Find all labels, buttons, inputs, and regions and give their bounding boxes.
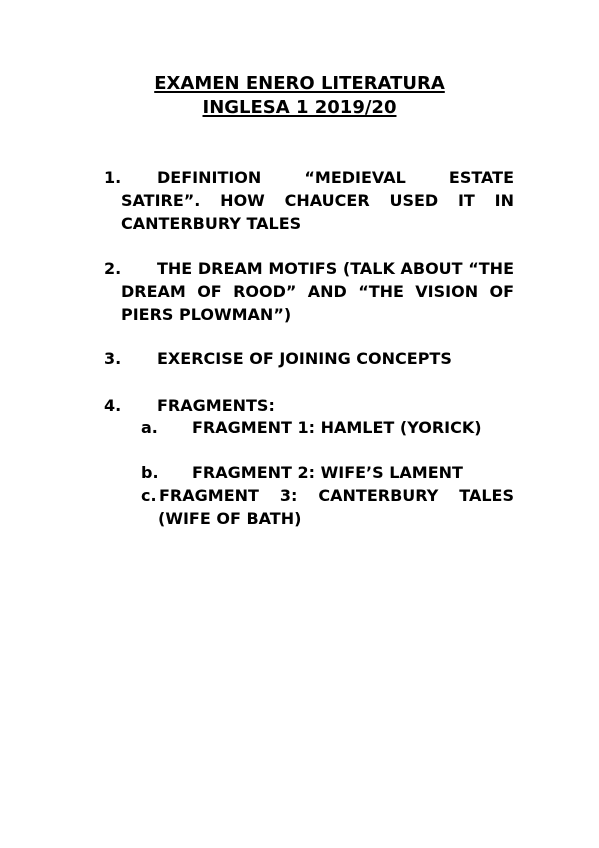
question-text: DEFINITION “MEDIEVAL ESTATE SATIRE”. HOW CHAUCER USED IT IN CANTERBURY TALES — [121, 168, 514, 233]
question-number: 1. — [104, 168, 122, 187]
fragment-text: FRAGMENT 1: HAMLET (YORICK) — [192, 418, 482, 437]
fragment-letter: b. — [141, 463, 159, 482]
question-number: 2. — [104, 259, 122, 278]
fragment-letter: a. — [141, 418, 158, 437]
question-text: THE DREAM MOTIFS (TALK ABOUT “THE DREAM OF ROOD” AND “THE VISION OF PIERS PLOWMAN”) — [121, 259, 514, 324]
question-number: 4. — [104, 396, 122, 415]
fragment-letter: c. — [141, 486, 157, 505]
question-item-1 — [104, 166, 514, 235]
fragment-text: FRAGMENT 2: WIFE’S LAMENT — [192, 463, 463, 482]
fragment-item-a — [141, 416, 514, 439]
question-item-4 — [104, 394, 514, 417]
fragment-text: FRAGMENT 3: CANTERBURY TALES (WIFE OF BATH) — [158, 486, 514, 528]
fragment-item-b — [141, 461, 514, 484]
title-line-1: EXAMEN ENERO LITERATURA — [154, 73, 445, 94]
title-line-2: INGLESA 1 2019/20 — [202, 97, 397, 118]
question-item-3 — [104, 347, 514, 370]
fragment-item-c — [141, 484, 514, 530]
question-text: FRAGMENTS: — [157, 396, 275, 415]
document-title — [0, 72, 599, 120]
question-item-2 — [104, 257, 514, 326]
question-number: 3. — [104, 349, 122, 368]
question-text: EXERCISE OF JOINING CONCEPTS — [157, 349, 452, 368]
